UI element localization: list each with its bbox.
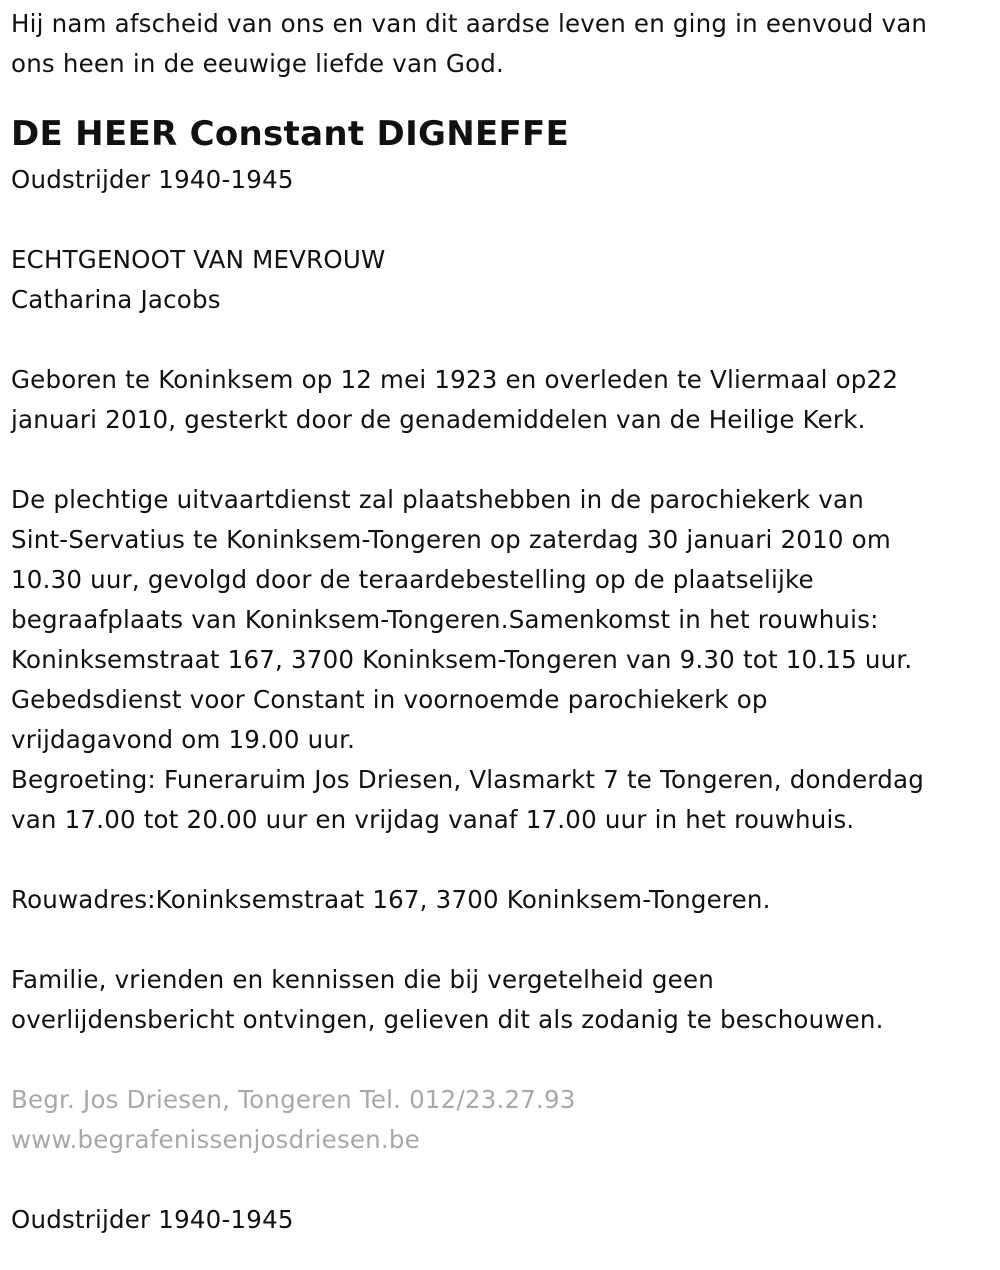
spacer — [11, 84, 996, 108]
ceremony-line: 10.30 uur, gevolgd door de teraardebestelling op de plaatselijke — [11, 565, 814, 594]
intro-paragraph — [11, 4, 996, 84]
mourning-address: Rouwadres:Koninksemstraat 167, 3700 Koninksem-Tongeren. — [11, 885, 771, 914]
deceased-name: DE HEER Constant DIGNEFFE — [11, 114, 570, 154]
family-note-paragraph — [11, 960, 996, 1040]
spacer — [11, 920, 996, 960]
ceremony-line: Begroeting: Funeraruim Jos Driesen, Vlasmarkt 7 te Tongeren, donderdag — [11, 765, 924, 794]
ceremony-line: De plechtige uitvaartdienst zal plaatshebben in de parochiekerk van — [11, 485, 864, 514]
footer-subtitle: Oudstrijder 1940-1945 — [11, 1205, 294, 1234]
ceremony-line: begraafplaats van Koninksem-Tongeren.Samenkomst in het rouwhuis: — [11, 605, 879, 634]
spacer — [11, 320, 996, 360]
spacer — [11, 440, 996, 480]
ceremony-line: Gebedsdienst voor Constant in voornoemde parochiekerk op — [11, 685, 768, 714]
birth-death-line: Geboren te Koninksem op 12 mei 1923 en overleden te Vliermaal op22 — [11, 365, 899, 394]
undertaker-website: www.begrafenissenjosdriesen.be — [11, 1125, 420, 1154]
family-note-line: Familie, vrienden en kennissen die bij vergetelheid geen — [11, 965, 714, 994]
spacer — [11, 1160, 996, 1200]
ceremony-line: vrijdagavond om 19.00 uur. — [11, 725, 356, 754]
deceased-subtitle: Oudstrijder 1940-1945 — [11, 165, 294, 194]
ceremony-line: Sint-Servatius te Koninksem-Tongeren op zaterdag 30 januari 2010 om — [11, 525, 891, 554]
obituary-notice — [11, 4, 996, 1240]
spacer — [11, 200, 996, 240]
spouse-name: Catharina Jacobs — [11, 285, 221, 314]
undertaker-contact: Begr. Jos Driesen, Tongeren Tel. 012/23.27.93 — [11, 1085, 576, 1114]
birth-death-line: januari 2010, gesterkt door de genademiddelen van de Heilige Kerk. — [11, 405, 866, 434]
intro-line: Hij nam afscheid van ons en van dit aardse leven en ging in eenvoud van — [11, 9, 928, 38]
ceremony-line: van 17.00 tot 20.00 uur en vrijdag vanaf 17.00 uur in het rouwhuis. — [11, 805, 855, 834]
spacer — [11, 1040, 996, 1080]
ceremony-paragraph — [11, 480, 996, 840]
spouse-heading: ECHTGENOOT VAN MEVROUW — [11, 245, 386, 274]
family-note-line: overlijdensbericht ontvingen, gelieven dit als zodanig te beschouwen. — [11, 1005, 884, 1034]
spouse-section — [11, 240, 996, 320]
undertaker-block — [11, 1080, 996, 1160]
birth-death-paragraph — [11, 360, 996, 440]
ceremony-line: Koninksemstraat 167, 3700 Koninksem-Tongeren van 9.30 tot 10.15 uur. — [11, 645, 913, 674]
intro-line: ons heen in de eeuwige liefde van God. — [11, 49, 504, 78]
spacer — [11, 840, 996, 880]
